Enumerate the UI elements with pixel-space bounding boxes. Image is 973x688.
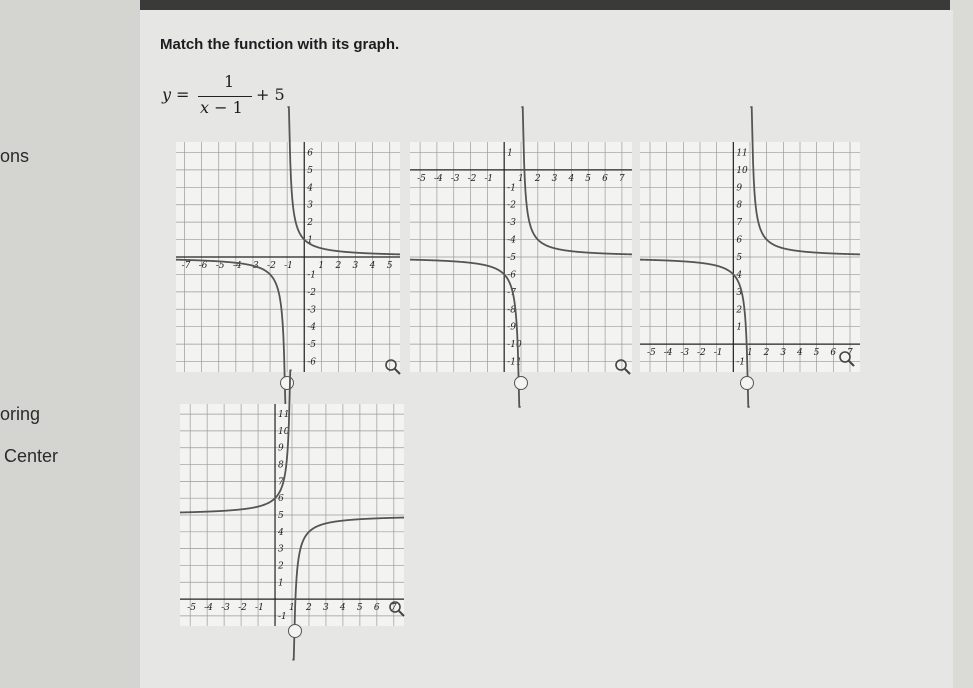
x-tick-label: 1 <box>518 173 524 184</box>
zoom-icon-c[interactable] <box>838 350 856 368</box>
equation-lhs: y <box>162 85 172 104</box>
x-tick-label: -2 <box>238 603 247 614</box>
x-tick-label: 7 <box>390 603 397 614</box>
y-tick-label: 2 <box>736 305 743 316</box>
x-tick-label: -5 <box>215 261 225 271</box>
x-tick-label: 2 <box>305 603 312 614</box>
y-tick-label: -6 <box>307 357 317 368</box>
x-tick-label: -1 <box>255 603 264 614</box>
x-tick-label: 4 <box>339 603 346 614</box>
y-tick-label: 3 <box>307 200 313 211</box>
equation-denominator-rest: − 1 <box>209 98 243 117</box>
y-tick-label: 7 <box>736 218 743 229</box>
sidebar-label-3[interactable]: Center <box>4 446 59 466</box>
x-tick-label: 5 <box>813 348 820 359</box>
x-tick-label: -5 <box>187 603 196 614</box>
y-tick-label: 8 <box>278 460 284 471</box>
x-tick-label: 6 <box>602 173 608 184</box>
x-tick-label: -1 <box>713 348 723 359</box>
x-tick-label: 5 <box>386 261 393 271</box>
x-tick-label: 3 <box>352 261 359 271</box>
y-tick-label: 3 <box>736 287 743 298</box>
x-tick-label: 5 <box>585 173 592 184</box>
x-tick-label: -1 <box>484 173 494 184</box>
y-tick-label: 6 <box>278 494 284 505</box>
y-tick-label: -9 <box>507 322 516 333</box>
y-tick-label: 8 <box>736 200 743 211</box>
graph-option-b[interactable] <box>410 142 632 372</box>
y-tick-label: -1 <box>307 270 317 281</box>
y-tick-label: -6 <box>507 270 516 281</box>
zoom-icon-d[interactable] <box>388 600 406 618</box>
y-tick-label: -3 <box>307 305 317 316</box>
graph-option-a[interactable] <box>176 142 400 372</box>
x-tick-label: 4 <box>568 173 575 184</box>
x-tick-label: -2 <box>697 348 706 359</box>
radio-option-b[interactable] <box>514 376 528 390</box>
y-tick-label: 4 <box>736 270 743 281</box>
y-tick-label: -7 <box>507 287 516 298</box>
y-tick-label: -10 <box>507 340 522 351</box>
x-tick-label: 3 <box>780 348 787 359</box>
equation-numerator: 1 <box>224 72 235 91</box>
y-tick-label: 5 <box>736 253 743 263</box>
y-tick-label: 9 <box>736 183 743 194</box>
y-tick-label: -1 <box>507 183 516 194</box>
x-tick-label: 6 <box>830 348 837 359</box>
x-tick-label: -4 <box>433 173 443 184</box>
x-tick-label: 2 <box>335 261 342 271</box>
x-tick-label: -4 <box>204 603 213 614</box>
y-tick-label: -5 <box>307 340 317 351</box>
y-tick-label: 5 <box>307 165 313 176</box>
y-tick-label: 11 <box>736 148 748 159</box>
x-tick-label: -3 <box>249 261 259 271</box>
y-tick-label: 2 <box>307 218 313 229</box>
graph-option-d[interactable] <box>180 404 404 626</box>
radio-option-c[interactable] <box>740 376 754 390</box>
equation-constant: + 5 <box>256 85 285 104</box>
x-tick-label: 4 <box>797 348 803 359</box>
y-tick-label: 1 <box>507 148 513 159</box>
equation-equals: = <box>176 85 190 104</box>
y-tick-label: -5 <box>507 253 516 263</box>
x-tick-label: 6 <box>373 603 380 614</box>
y-tick-label: 7 <box>278 477 284 488</box>
y-tick-label: 1 <box>736 322 743 333</box>
x-tick-label: 2 <box>534 173 541 184</box>
y-tick-label: -4 <box>307 322 317 333</box>
x-tick-label: 3 <box>551 173 558 184</box>
y-tick-label: 3 <box>278 544 284 555</box>
equation-denominator-var: x <box>200 98 210 117</box>
x-tick-label: -4 <box>663 348 673 359</box>
y-tick-label: 4 <box>307 183 313 194</box>
x-tick-label: 2 <box>763 348 770 359</box>
x-tick-label: -2 <box>267 261 276 271</box>
zoom-icon-b[interactable] <box>614 358 632 376</box>
x-tick-label: 7 <box>618 173 625 184</box>
x-tick-label: -7 <box>181 261 191 271</box>
fraction-bar <box>198 96 252 97</box>
y-tick-label: 4 <box>278 527 284 538</box>
y-tick-label: 11 <box>278 410 290 421</box>
equation-denominator <box>200 98 243 117</box>
y-tick-label: 1 <box>307 235 313 246</box>
y-tick-label: 10 <box>736 165 748 176</box>
y-tick-label: -2 <box>507 200 516 211</box>
x-tick-label: 5 <box>356 603 363 614</box>
x-tick-label: 7 <box>847 348 853 359</box>
left-sidebar <box>0 0 140 688</box>
sidebar-label-1[interactable]: ons <box>0 146 30 166</box>
x-tick-label: 1 <box>289 603 295 614</box>
y-tick-label: 10 <box>278 426 290 437</box>
x-tick-label: -1 <box>284 261 293 271</box>
radio-option-d[interactable] <box>288 624 302 638</box>
y-tick-label: 5 <box>278 511 284 521</box>
y-tick-label: -1 <box>278 611 287 622</box>
x-tick-label: -2 <box>467 173 477 184</box>
y-tick-label: -8 <box>507 305 516 316</box>
radio-option-a[interactable] <box>280 376 294 390</box>
x-tick-label: -3 <box>680 348 690 359</box>
y-tick-label: 6 <box>736 235 743 246</box>
y-tick-label: -2 <box>307 287 317 298</box>
y-tick-label: 2 <box>278 561 284 572</box>
x-tick-label: 3 <box>322 603 329 614</box>
y-tick-label: -1 <box>736 357 746 368</box>
x-tick-label: -4 <box>232 261 242 271</box>
y-tick-label: -11 <box>507 357 522 368</box>
x-tick-label: 1 <box>747 348 753 359</box>
y-tick-label: 1 <box>278 578 284 589</box>
graph-option-c[interactable] <box>640 142 860 372</box>
x-tick-label: -6 <box>198 261 208 271</box>
question-prompt: Match the function with its graph. <box>160 36 400 53</box>
y-tick-label: 6 <box>307 148 313 159</box>
x-tick-label: -3 <box>221 603 230 614</box>
x-tick-label: 4 <box>369 261 376 271</box>
zoom-icon-a[interactable] <box>384 358 402 376</box>
x-tick-label: 1 <box>318 261 325 271</box>
x-tick-label: -5 <box>647 348 656 359</box>
x-tick-label: -5 <box>417 173 426 184</box>
sidebar-label-2[interactable]: oring <box>0 404 41 424</box>
y-tick-label: -3 <box>507 218 516 229</box>
x-tick-label: -3 <box>450 173 460 184</box>
y-tick-label: 9 <box>278 443 284 454</box>
y-tick-label: -4 <box>507 235 516 246</box>
